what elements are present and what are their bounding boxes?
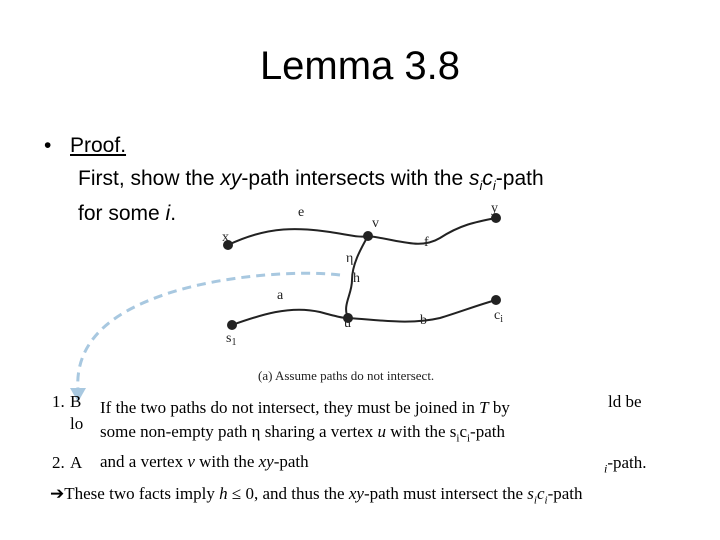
- label-x: x: [222, 230, 229, 245]
- proof-text-line-1: First, show the xy-path intersects with the $s_ic_i$-path: [78, 167, 544, 194]
- label-eta: η: [346, 251, 354, 266]
- callout-line-1: If the two paths do not intersect, they must be joined in T by: [100, 398, 510, 417]
- xy-path: [228, 218, 496, 245]
- slide-title: Lemma 3.8: [259, 44, 461, 88]
- conclusion-text: ➔These two facts imply h ≤ 0, and thus the xy-path must intersect the $s_ic_i$-path: [50, 484, 583, 507]
- label-y: y: [491, 201, 498, 216]
- label-e: e: [298, 205, 305, 220]
- list-item-2-start: A: [70, 453, 83, 472]
- label-b: b: [420, 313, 427, 328]
- label-v: v: [372, 216, 379, 231]
- callout-line-2: some non-empty path η sharing a vertex u with the $s_ic_i$-path: [100, 422, 505, 445]
- list-item-1-num: 1.: [52, 392, 65, 411]
- list-item-1-start: B: [70, 392, 82, 411]
- list-item-1-line2: lo: [70, 414, 84, 433]
- list-item-1-end: ld be: [608, 392, 642, 411]
- sici-path: [232, 300, 496, 325]
- vertex-s1: [227, 320, 237, 330]
- figure-caption: (a) Assume paths do not intersect.: [258, 368, 435, 383]
- label-f: f: [424, 235, 429, 250]
- label-u: u: [344, 316, 351, 331]
- label-a: a: [277, 288, 284, 303]
- vertex-ci: [491, 295, 501, 305]
- list-item-2-end: $_i$-path.: [604, 453, 647, 476]
- callout-line-3: and a vertex v with the xy-path: [100, 452, 309, 472]
- proof-label: Proof.: [70, 134, 127, 157]
- explanation-callout: [92, 392, 604, 476]
- arrow-icon: ➔: [50, 484, 65, 503]
- list-item-2-num: 2.: [52, 453, 65, 472]
- proof-text-line-2: for some i.: [78, 202, 177, 225]
- vertex-v: [363, 231, 373, 241]
- label-s1: $s_1$: [226, 331, 237, 348]
- label-ci: $c_i$: [494, 308, 503, 325]
- bullet-point: •: [44, 134, 52, 157]
- label-h: h: [353, 271, 360, 286]
